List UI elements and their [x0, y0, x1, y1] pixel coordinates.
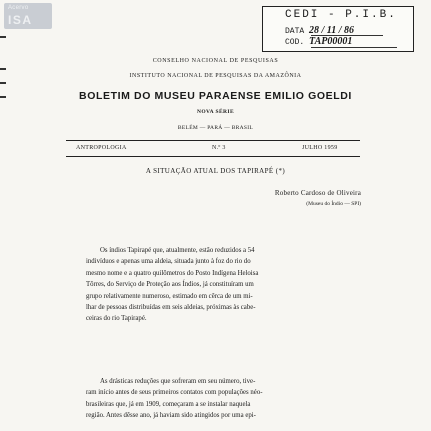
text-line: Tôrres, do Serviço de Proteção aos Índios, já constituíram um	[86, 281, 254, 289]
issue-date: JULHO 1959	[302, 145, 338, 151]
text-line: grupo relativamente numeroso, estimado em cêrca de um mi-	[86, 292, 253, 300]
watermark-main-text: ISA	[8, 13, 33, 27]
text-line: região. Antes dêsse ano, já haviam sido atingidos por uma epi-	[86, 412, 256, 420]
stamp-date-value: 28 / 11 / 86	[309, 25, 355, 36]
paragraph-2	[86, 376, 363, 422]
header-rule-bottom	[66, 156, 360, 157]
text-line: Os índios Tapirapé que, atualmente, estão reduzidos a 54	[100, 247, 255, 254]
stamp-date-label: DATA	[285, 27, 305, 36]
text-line: ceiras do rio Tapirapé.	[86, 315, 147, 323]
margin-mark	[0, 36, 6, 38]
paragraph-1	[86, 245, 363, 325]
council-heading: CONSELHO NACIONAL DE PESQUISAS	[152, 58, 279, 64]
margin-mark	[0, 82, 6, 84]
bulletin-title: BOLETIM DO MUSEU PARAENSE EMILIO GOELDI	[79, 90, 352, 102]
text-line: brasileiras que, já em 1909, começaram a se instalar naquela	[86, 400, 251, 408]
text-line: indivíduos e apenas uma aldeia, situada junto à foz do rio do	[86, 258, 251, 266]
text-line: mesmo nome e a quatro quilômetros do Posto Indígena Heloisa	[86, 269, 259, 277]
institute-heading: INSTITUTO NACIONAL DE PESQUISAS DA AMAZÔNIA	[129, 73, 302, 79]
watermark-top-text: Acervo	[8, 5, 29, 11]
issue-number: N.º 3	[212, 145, 226, 151]
section-label: ANTROPOLOGIA	[76, 145, 127, 151]
margin-mark	[0, 68, 6, 70]
stamp-code-label: COD.	[285, 38, 305, 47]
header-rule-top	[66, 140, 360, 141]
stamp-code-underline	[311, 47, 397, 48]
stamp-code-value: TAP00001	[309, 36, 353, 47]
text-line: As drásticas reduções que sofreram em seu número, tive-	[100, 378, 256, 385]
text-line: lhar de pessoas distribuídas em seis aldeias, próximas às cabe-	[86, 304, 256, 312]
text-line: ram início antes de seus primeiros contatos com populações néo-	[86, 389, 263, 397]
place-line: BELÉM — PARÁ — BRASIL	[177, 125, 254, 131]
stamp-title: CEDI - P.I.B.	[285, 9, 397, 21]
watermark-logo	[4, 3, 52, 29]
series-label: NOVA SÉRIE	[196, 109, 235, 115]
article-author: Roberto Cardoso de Oliveira	[274, 189, 361, 197]
author-affiliation: (Museu do Índio — SPI)	[306, 201, 361, 207]
article-title: A SITUAÇÃO ATUAL DOS TAPIRAPÉ (*)	[145, 167, 286, 175]
archive-stamp	[262, 6, 414, 52]
stamp-code-row	[285, 36, 352, 47]
